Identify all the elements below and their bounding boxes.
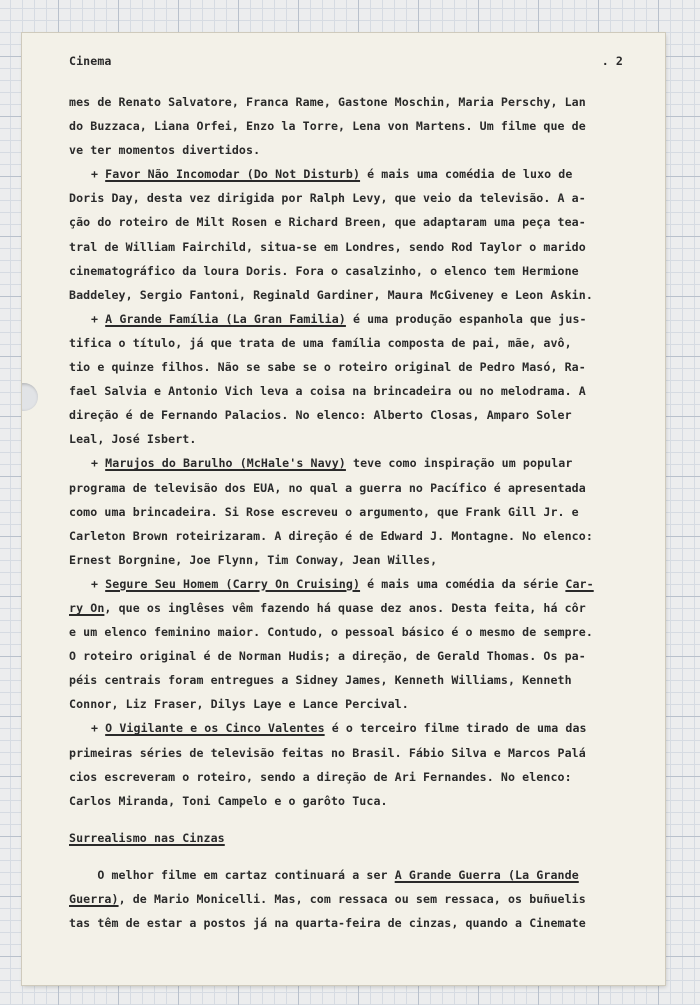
text-line xyxy=(69,572,594,596)
text-line xyxy=(69,596,594,620)
text-run: Carlos Miranda, Toni Campelo e o garôto Tuca. xyxy=(69,793,388,808)
text-run: péis centrais foram entregues a Sidney James, Kenneth Williams, Kenneth xyxy=(69,673,572,688)
text-run: é mais uma comédia da série xyxy=(360,576,566,591)
text-run: fael Salvia e Antonio Vich leva a coisa na brincadeira ou no melodrama. A xyxy=(69,384,586,399)
text-line xyxy=(69,524,594,548)
text-run: e um elenco feminino maior. Contudo, o pessoal básico é o mesmo de sempre. xyxy=(69,625,593,640)
text-line xyxy=(69,307,594,331)
text-run: + xyxy=(91,576,106,591)
text-run: + xyxy=(91,721,106,736)
paragraph-gap xyxy=(69,813,594,826)
text-run: O roteiro original é de Norman Hudis; a direção, de Gerald Thomas. Os pa- xyxy=(69,649,586,664)
text-line xyxy=(69,887,594,911)
underlined-title: Favor Não Incomodar (Do Not Disturb) xyxy=(105,167,361,182)
text-run: programa de televisão dos EUA, no qual a guerra no Pacífico é apresentada xyxy=(69,480,586,495)
text-run: Doris Day, desta vez dirigida por Ralph Levy, que veio da televisão. A a- xyxy=(69,191,586,206)
underlined-title: Surrealismo nas Cinzas xyxy=(69,830,225,845)
text-run: + xyxy=(91,456,106,471)
underlined-title: Car- xyxy=(565,576,594,591)
text-run: tas têm de estar a postos já na quarta-feira de cinzas, quando a Cinemate xyxy=(69,916,586,931)
text-line xyxy=(69,427,594,451)
underlined-title: ry On xyxy=(69,600,105,615)
text-run: mes de Renato Salvatore, Franca Rame, Gastone Moschin, Maria Perschy, Lan xyxy=(69,95,586,109)
text-line xyxy=(69,138,594,162)
text-run: é mais uma comédia de luxo de xyxy=(360,167,573,182)
text-run: , que os inglêses vêm fazendo há quase dez anos. Desta feita, há côr xyxy=(104,600,586,615)
text-line xyxy=(69,90,594,114)
text-run: + xyxy=(91,311,106,326)
text-line xyxy=(69,789,594,813)
text-line xyxy=(69,210,594,234)
text-run: tifica o título, já que trata de uma família composta de pai, mãe, avô, xyxy=(69,335,572,350)
text-run: O melhor filme em cartaz continuará a ser xyxy=(69,867,395,882)
text-line xyxy=(69,863,594,887)
text-line xyxy=(69,668,594,692)
text-line xyxy=(69,403,594,427)
text-line xyxy=(69,355,594,379)
text-line xyxy=(69,162,594,186)
paragraph-gap xyxy=(69,850,594,863)
text-line xyxy=(69,826,594,850)
page-number: . 2 xyxy=(601,54,623,68)
underlined-title: Guerra) xyxy=(69,892,119,906)
text-line xyxy=(69,644,594,668)
text-run: Carleton Brown roteirizaram. A direção é de Edward J. Montagne. No elenco: xyxy=(69,528,593,543)
punch-hole xyxy=(22,383,38,411)
text-run: ção do roteiro de Milt Rosen e Richard Breen, que adaptaram uma peça tea- xyxy=(69,215,586,230)
text-run: Connor, Liz Fraser, Dilys Laye e Lance Percival. xyxy=(69,697,409,712)
body-text xyxy=(69,90,594,935)
text-run: cios escreveram o roteiro, sendo a direção de Ari Fernandes. No elenco: xyxy=(69,769,572,784)
page-header-section: Cinema xyxy=(69,54,112,68)
text-run: teve como inspiração um popular xyxy=(345,456,573,471)
text-line xyxy=(69,716,594,740)
text-line xyxy=(69,331,594,355)
text-run: é o terceiro filme tirado de uma das xyxy=(324,721,587,736)
text-run: ve ter momentos divertidos. xyxy=(69,143,261,158)
text-line xyxy=(69,500,594,524)
text-run: + xyxy=(91,167,106,182)
text-run: , de Mario Monicelli. Mas, com ressaca ou sem ressaca, os buñuelis xyxy=(118,892,586,906)
text-run: Leal, José Isbert. xyxy=(69,432,197,447)
text-run: é uma produção espanhola que jus- xyxy=(345,311,587,326)
text-run: Baddeley, Sergio Fantoni, Reginald Gardiner, Maura McGiveney e Leon Askin. xyxy=(69,287,593,302)
text-line xyxy=(69,235,594,259)
text-line xyxy=(69,114,594,138)
text-line xyxy=(69,259,594,283)
text-line xyxy=(69,765,594,789)
text-line xyxy=(69,476,594,500)
text-run: tral de William Fairchild, situa-se em Londres, sendo Rod Taylor o marido xyxy=(69,239,586,254)
underlined-title: A Grande Guerra (La Grande xyxy=(394,867,579,882)
underlined-title: A Grande Família (La Gran Familia) xyxy=(105,311,346,326)
underlined-title: Marujos do Barulho (McHale's Navy) xyxy=(105,456,346,471)
text-run: Ernest Borgnine, Joe Flynn, Tim Conway, Jean Willes, xyxy=(69,552,438,567)
text-line xyxy=(69,911,594,935)
text-line xyxy=(69,186,594,210)
text-line xyxy=(69,620,594,644)
text-line xyxy=(69,741,594,765)
text-run: primeiras séries de televisão feitas no Brasil. Fábio Silva e Marcos Palá xyxy=(69,745,586,760)
text-run: direção é de Fernando Palacios. No elenco: Alberto Closas, Amparo Soler xyxy=(69,408,572,423)
text-run: tio e quinze filhos. Não se sabe se o roteiro original de Pedro Masó, Ra- xyxy=(69,360,586,375)
text-run: como uma brincadeira. Si Rose escreveu o argumento, que Frank Gill Jr. e xyxy=(69,504,579,519)
text-line xyxy=(69,283,594,307)
underlined-title: O Vigilante e os Cinco Valentes xyxy=(105,721,325,736)
text-line xyxy=(69,379,594,403)
text-run: cinematográfico da loura Doris. Fora o casalzinho, o elenco tem Hermione xyxy=(69,263,579,278)
text-line xyxy=(69,692,594,716)
text-line xyxy=(69,548,594,572)
text-line xyxy=(69,451,594,475)
text-run: do Buzzaca, Liana Orfei, Enzo la Torre, Lena von Martens. Um filme que de xyxy=(69,119,586,134)
underlined-title: Segure Seu Homem (Carry On Cruising) xyxy=(105,576,361,591)
typewritten-page xyxy=(22,33,665,985)
